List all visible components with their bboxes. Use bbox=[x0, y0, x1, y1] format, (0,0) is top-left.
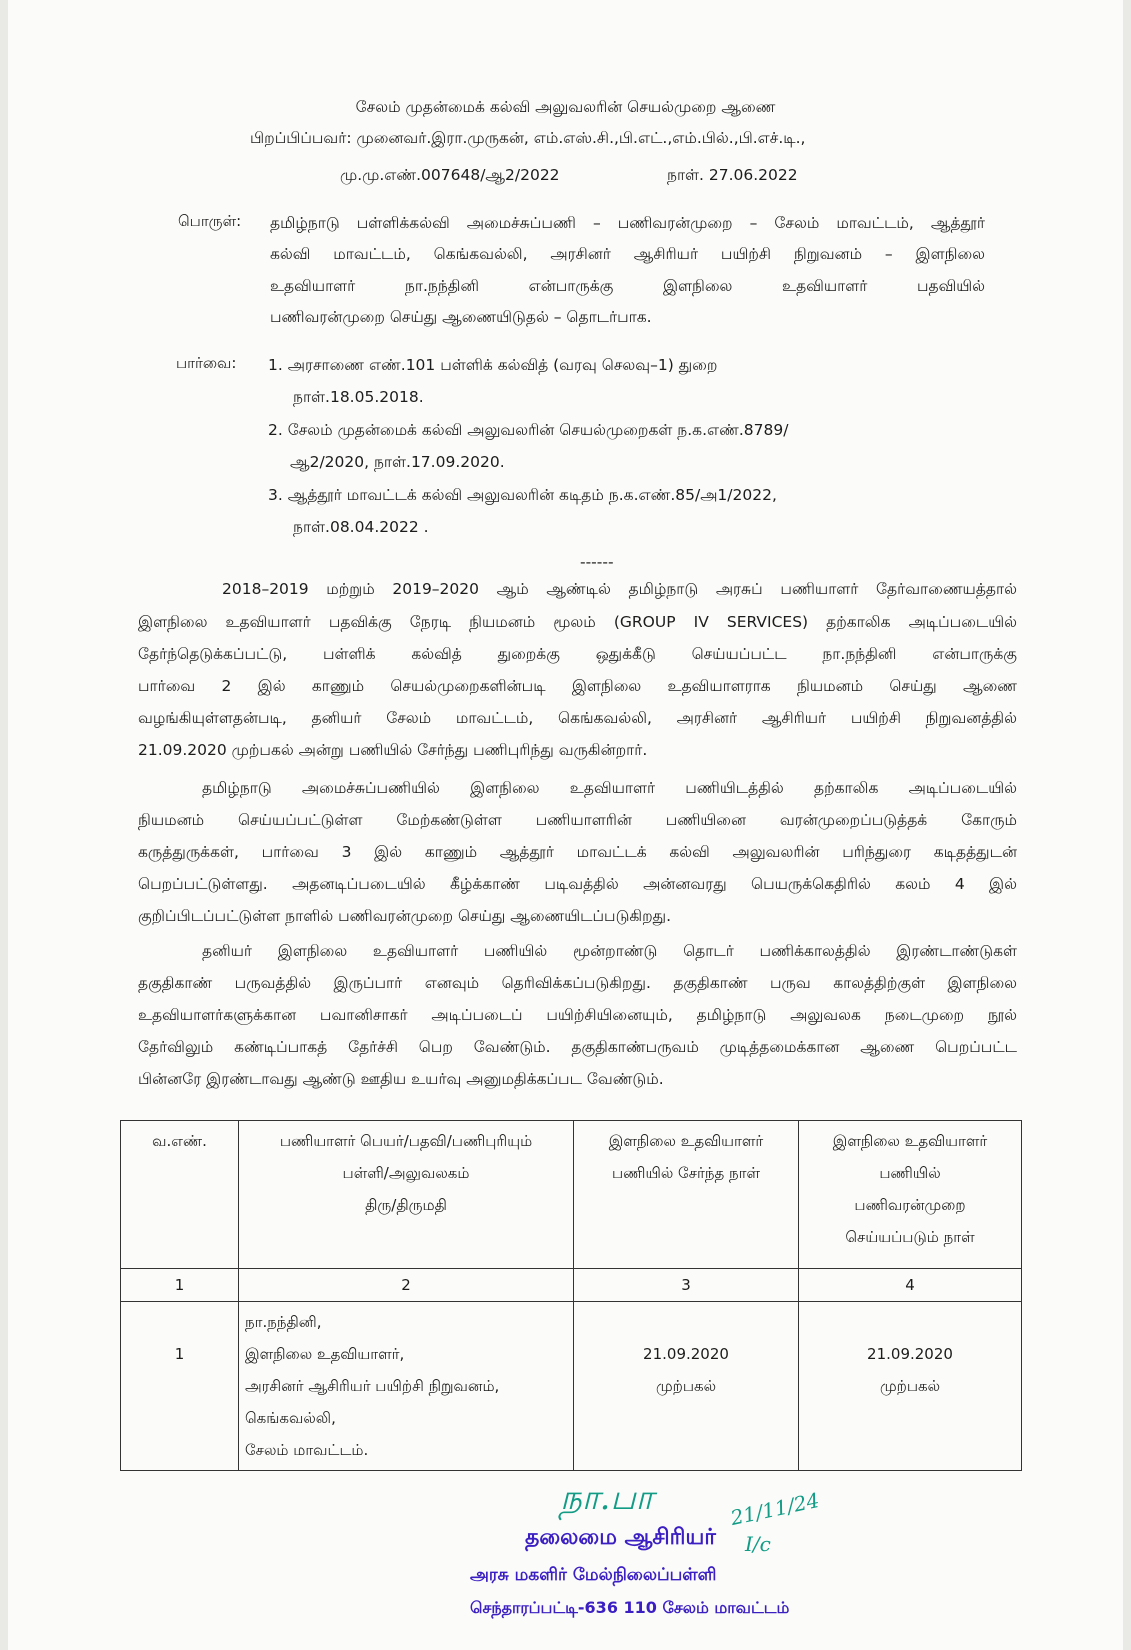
column-number: 2 bbox=[239, 1269, 574, 1302]
body-line: வழங்கியுள்ளதன்படி, தனியர் சேலம் மாவட்டம், கெங்கவல்லி, அரசினர் ஆசிரியர் பயிற்சி நிறுவனத்தில் bbox=[138, 709, 1017, 727]
order-date: நாள். 27.06.2022 bbox=[667, 166, 798, 184]
employee-district: சேலம் மாவட்டம். bbox=[245, 1441, 369, 1459]
header-cell bbox=[239, 1121, 574, 1269]
stamp-designation: தலைமை ஆசிரியர் bbox=[525, 1525, 716, 1550]
header-cell bbox=[799, 1121, 1022, 1269]
subject-line: உதவியாளர் நா.நந்தினி என்பாருக்கு இளநிலை உதவியாளர் பதவியில் bbox=[270, 277, 985, 295]
column-number-row bbox=[121, 1269, 1022, 1302]
joining-date bbox=[574, 1302, 799, 1471]
stamp-address: செந்தாரப்பட்டி-636 110 சேலம் மாவட்டம் bbox=[470, 1598, 790, 1617]
subject-label: பொருள்: bbox=[178, 212, 242, 230]
body-line: தகுதிகாண் பருவத்தில் இருப்பார் எனவும் தெரிவிக்கப்படுகிறது. தகுதிகாண் பருவ காலத்திற்குள் இளநிலை bbox=[138, 974, 1017, 992]
reference-item: 2. சேலம் முதன்மைக் கல்வி அலுவலரின் செயல்முறைகள் ந.க.எண்.8789/ bbox=[268, 421, 789, 439]
column-number: 4 bbox=[799, 1269, 1022, 1302]
header-text: பணியாளர் பெயர்/பதவி/பணிபுரியும் bbox=[279, 1132, 533, 1150]
header-text: செய்யப்படும் நாள் bbox=[845, 1228, 975, 1246]
body-line: நியமனம் செய்யப்பட்டுள்ள மேற்கண்டுள்ள பணியாளரின் பணியினை வரன்முறைப்படுத்தக் கோரும் bbox=[138, 811, 1017, 829]
body-line: பின்னரே இரண்டாவது ஆண்டு ஊதிய உயர்வு அனுமதிக்கப்பட வேண்டும். bbox=[138, 1070, 664, 1088]
regularisation-table bbox=[120, 1120, 1022, 1471]
employee-details bbox=[239, 1302, 574, 1471]
signature-date: 21/11/24 bbox=[728, 1487, 822, 1531]
date-text: 21.09.2020 bbox=[643, 1345, 729, 1363]
session-text: முற்பகல் bbox=[879, 1377, 941, 1395]
header-cell bbox=[121, 1121, 239, 1269]
column-number: 3 bbox=[574, 1269, 799, 1302]
employee-place: கெங்கவல்லி, bbox=[245, 1409, 336, 1427]
subject-line: பணிவரன்முறை செய்து ஆணையிடுதல் – தொடர்பாக. bbox=[270, 308, 652, 326]
header-text: பணியில் bbox=[879, 1164, 941, 1182]
header-text: வ.எண். bbox=[152, 1132, 207, 1150]
issuer: பிறப்பிப்பவர்: முனைவர்.இரா.முருகன், எம்.எஸ்.சி.,பி.எட்.,எம்.பில்.,பி.எச்.டி., bbox=[250, 129, 806, 147]
stamp-school: அரசு மகளிர் மேல்நிலைப்பள்ளி bbox=[470, 1565, 717, 1585]
body-line: தமிழ்நாடு அமைச்சுப்பணியில் இளநிலை உதவியாளர் பணியிடத்தில் தற்காலிக அடிப்படையில் bbox=[202, 779, 1017, 797]
serial-number: 1 bbox=[121, 1302, 239, 1471]
reference-item: ஆ2/2020, நாள்.17.09.2020. bbox=[290, 453, 505, 471]
reference-item: 3. ஆத்தூர் மாவட்டக் கல்வி அலுவலரின் கடிதம் ந.க.எண்.85/அ1/2022, bbox=[268, 486, 777, 504]
employee-name: நா.நந்தினி, bbox=[245, 1313, 322, 1331]
references-label: பார்வை: bbox=[176, 354, 237, 372]
signature: நா.பா bbox=[560, 1478, 654, 1518]
column-number: 1 bbox=[121, 1269, 239, 1302]
signature-note: I/c bbox=[745, 1532, 771, 1556]
body-line: பெறப்பட்டுள்ளது. அதனடிப்படையில் கீழ்க்காண் படிவத்தில் அன்னவரது பெயருக்கெதிரில் கலம் 4 இல் bbox=[138, 875, 1017, 893]
body-line: பார்வை 2 இல் காணும் செயல்முறைகளின்படி இளநிலை உதவியாளராக நியமனம் செய்து ஆணை bbox=[138, 677, 1017, 695]
reference-number: மு.மு.எண்.007648/ஆ2/2022 bbox=[340, 166, 560, 184]
table-row bbox=[121, 1302, 1022, 1471]
subject-line: கல்வி மாவட்டம், கெங்கவல்லி, அரசினர் ஆசிரியர் பயிற்சி நிறுவனம் – இளநிலை bbox=[270, 245, 985, 263]
body-line: குறிப்பிடப்பட்டுள்ள நாளில் பணிவரன்முறை செய்து ஆணையிடப்படுகிறது. bbox=[138, 907, 672, 925]
header-text: பணியில் சேர்ந்த நாள் bbox=[611, 1164, 761, 1182]
date-text: 21.09.2020 bbox=[867, 1345, 953, 1363]
separator: ------ bbox=[580, 553, 614, 571]
header-text: இளநிலை உதவியாளர் bbox=[832, 1132, 988, 1150]
order-title: சேலம் முதன்மைக் கல்வி அலுவலரின் செயல்முறை ஆணை bbox=[355, 98, 776, 116]
header-cell bbox=[574, 1121, 799, 1269]
subject-line: தமிழ்நாடு பள்ளிக்கல்வி அமைச்சுப்பணி – பணிவரன்முறை – சேலம் மாவட்டம், ஆத்தூர் bbox=[270, 214, 985, 232]
table-header-row bbox=[121, 1121, 1022, 1269]
reference-item: நாள்.08.04.2022 . bbox=[293, 518, 429, 536]
header-text: பள்ளி/அலுவலகம் bbox=[342, 1164, 470, 1182]
employee-designation: இளநிலை உதவியாளர், bbox=[245, 1345, 405, 1363]
body-line: தேர்ந்தெடுக்கப்பட்டு, பள்ளிக் கல்வித் துறைக்கு ஒதுக்கீடு செய்யப்பட்ட நா.நந்தினி என்பாருக்கு bbox=[138, 645, 1017, 663]
body-line: கருத்துருக்கள், பார்வை 3 இல் காணும் ஆத்தூர் மாவட்டக் கல்வி அலுவலரின் பரிந்துரை கடிதத்துடன் bbox=[138, 843, 1017, 861]
header-text: திரு/திருமதி bbox=[365, 1196, 447, 1214]
employee-institution: அரசினர் ஆசிரியர் பயிற்சி நிறுவனம், bbox=[245, 1377, 500, 1395]
reference-item: 1. அரசாணை எண்.101 பள்ளிக் கல்வித் (வரவு செலவு–1) துறை bbox=[268, 356, 718, 374]
session-text: முற்பகல் bbox=[655, 1377, 717, 1395]
body-line: தனியர் இளநிலை உதவியாளர் பணியில் மூன்றாண்டு தொடர் பணிக்காலத்தில் இரண்டாண்டுகள் bbox=[202, 942, 1017, 960]
reference-item: நாள்.18.05.2018. bbox=[293, 388, 424, 406]
header-text: இளநிலை உதவியாளர் bbox=[608, 1132, 764, 1150]
header-text: பணிவரன்முறை bbox=[854, 1196, 966, 1214]
body-line: இளநிலை உதவியாளர் பதவிக்கு நேரடி நியமனம் மூலம் (GROUP IV SERVICES) தற்காலிக அடிப்படையில் bbox=[138, 613, 1017, 631]
regularisation-date bbox=[799, 1302, 1022, 1471]
body-line: தேர்விலும் கண்டிப்பாகத் தேர்ச்சி பெற வேண்டும். தகுதிகாண்பருவம் முடித்தமைக்கான ஆணை பெறப்பட்ட bbox=[138, 1038, 1017, 1056]
body-line: உதவியாளர்களுக்கான பவானிசாகர் அடிப்படைப் பயிற்சியினையும், தமிழ்நாடு அலுவலக நடைமுறை நூல் bbox=[138, 1006, 1017, 1024]
body-line: 2018–2019 மற்றும் 2019–2020 ஆம் ஆண்டில் தமிழ்நாடு அரசுப் பணியாளர் தேர்வாணையத்தால் bbox=[222, 580, 1017, 598]
body-line: 21.09.2020 முற்பகல் அன்று பணியில் சேர்ந்து பணிபுரிந்து வருகின்றார். bbox=[138, 741, 648, 759]
